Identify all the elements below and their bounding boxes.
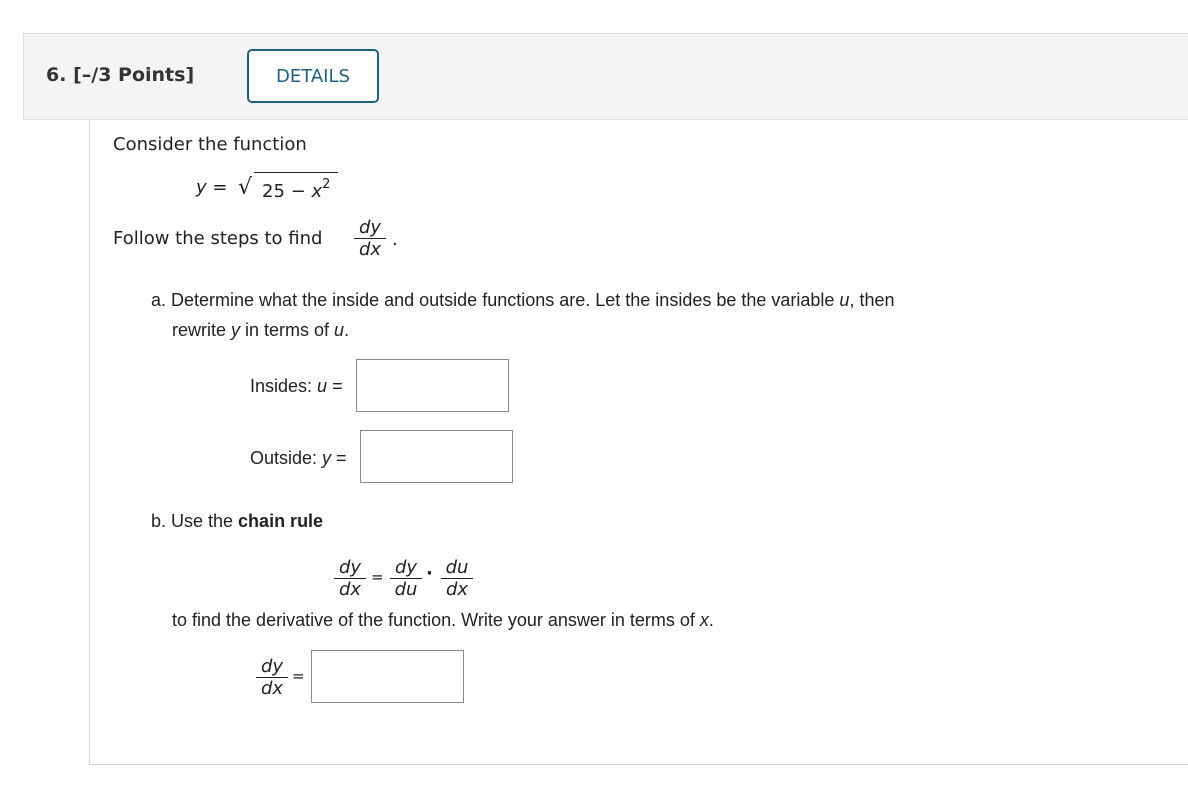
function-y: y	[196, 177, 207, 198]
follow-steps-text: Follow the steps to find	[113, 228, 323, 249]
outside-label-text: Outside:	[250, 448, 323, 468]
part-b-instr-end: .	[708, 610, 714, 630]
answer-fraction-num: dy	[256, 657, 288, 678]
chain-lhs-num: dy	[334, 558, 366, 579]
outside-equals: =	[331, 448, 347, 468]
part-b-prefix: b. Use the	[151, 511, 239, 531]
chain-rule-bold: chain rule	[238, 511, 324, 531]
insides-var: u	[317, 376, 328, 396]
chain-dot: ·	[426, 563, 433, 584]
part-a-line1-suffix: , then	[849, 290, 895, 310]
chain-lhs-den: dx	[338, 579, 362, 600]
insides-answer-input[interactable]	[356, 359, 509, 412]
follow-fraction-num: dy	[354, 218, 386, 239]
question-title	[46, 64, 194, 86]
details-button[interactable]: DETAILS	[247, 49, 379, 103]
chain-factor2-fraction	[441, 558, 473, 601]
chain-factor2-den: dx	[445, 579, 469, 600]
radicand-variable: x	[311, 181, 323, 202]
part-a-line2-u: u	[334, 320, 345, 340]
chain-factor1-num: dy	[390, 558, 422, 579]
part-a-instruction-line2	[172, 320, 349, 341]
question-header	[23, 33, 1188, 120]
radicand	[262, 179, 330, 202]
part-b-instruction-line2	[172, 610, 714, 631]
answer-fraction-den: dx	[260, 678, 284, 699]
insides-label	[250, 376, 343, 397]
part-a-line2-mid: in terms of	[240, 320, 335, 340]
part-a-instruction-line1	[151, 290, 894, 311]
radical-overline	[254, 172, 338, 173]
follow-fraction	[354, 218, 386, 261]
chain-factor1-fraction	[390, 558, 422, 601]
part-a-line1-var: u	[839, 290, 850, 310]
insides-label-text: Insides:	[250, 376, 318, 396]
question-number: 6.	[46, 64, 67, 86]
chain-equals: =	[371, 568, 384, 586]
outside-var: y	[322, 448, 332, 468]
question-body	[89, 120, 1188, 765]
function-expression	[196, 177, 227, 198]
question-points: [–/3 Points]	[73, 64, 195, 86]
chain-factor1-den: du	[394, 579, 418, 600]
function-equals: =	[212, 177, 228, 198]
chain-lhs-fraction	[334, 558, 366, 601]
part-b-instr-prefix: to find the derivative of the function. Write your answer in terms of	[172, 610, 700, 630]
part-a-line2-y: y	[231, 320, 241, 340]
radicand-exponent: 2	[322, 177, 331, 192]
answer-fraction	[256, 657, 288, 700]
part-a-line1-prefix: a. Determine what the inside and outside functions are. Let the insides be the variable	[151, 290, 840, 310]
follow-period: .	[392, 229, 398, 250]
part-a-line2-prefix: rewrite	[172, 320, 232, 340]
follow-fraction-den: dx	[358, 239, 382, 260]
derivative-answer-input[interactable]	[311, 650, 464, 703]
part-b-instr-var: x	[699, 610, 709, 630]
consider-text: Consider the function	[113, 134, 307, 155]
insides-equals: =	[327, 376, 343, 396]
answer-equals: =	[292, 667, 305, 685]
part-b-instruction	[151, 511, 323, 532]
outside-label	[250, 448, 347, 469]
radical-sign-icon: √	[238, 175, 253, 200]
part-a-line2-end: .	[344, 320, 350, 340]
radicand-constant: 25 −	[262, 181, 306, 202]
chain-factor2-num: du	[441, 558, 473, 579]
outside-answer-input[interactable]	[360, 430, 513, 483]
